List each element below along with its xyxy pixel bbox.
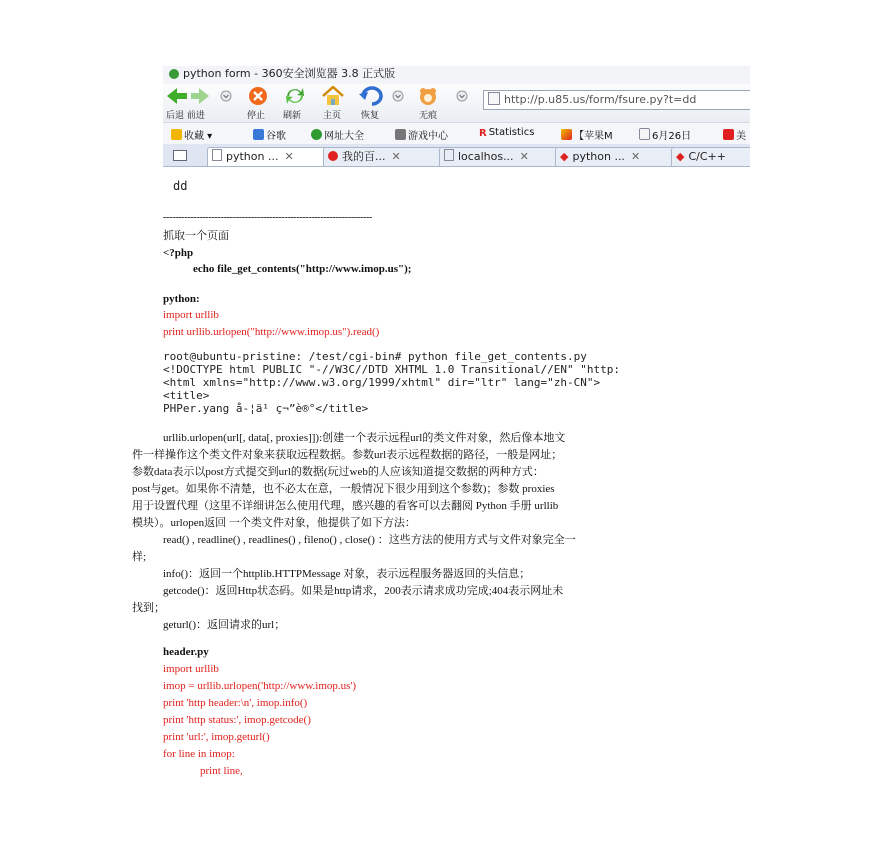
terminal-line: <title> bbox=[163, 389, 210, 402]
terminal-output bbox=[163, 345, 763, 417]
refresh-icon[interactable] bbox=[283, 86, 307, 106]
tab-label: python ... bbox=[572, 150, 625, 163]
para-line: 找到； bbox=[132, 602, 165, 614]
tab-label: 我的百... bbox=[342, 150, 386, 163]
favorite-apple-label: 【苹果M bbox=[574, 131, 613, 142]
code-line: print 'url:', imop.geturl() bbox=[163, 731, 270, 743]
favorite-hao-label: 网址大全 bbox=[324, 131, 364, 142]
address-bar[interactable] bbox=[483, 90, 750, 110]
terminal-line: <!DOCTYPE html PUBLIC "-//W3C//DTD XHTML 1.0 Transitional//EN" "http: bbox=[163, 363, 620, 376]
tab-localhost[interactable] bbox=[439, 147, 561, 166]
back-forward-label: 后退 前进 bbox=[166, 111, 205, 121]
favorite-statistics-label: Statistics bbox=[488, 127, 535, 138]
favorite-more-label: 美 bbox=[736, 131, 746, 142]
csdn-icon: ◆ bbox=[676, 150, 685, 163]
restore-label: 恢复 bbox=[361, 111, 380, 121]
separator-line: --------------------------------------------------------------------- bbox=[163, 212, 373, 223]
favorites-menu[interactable]: 收藏 ▾ bbox=[171, 127, 212, 142]
tab-menu-icon[interactable] bbox=[173, 150, 187, 161]
tab-python-2[interactable] bbox=[555, 147, 677, 166]
para-line: 参数data表示以post方式提交到url的数据(玩过web的人应该知道提交数据的两种方式： bbox=[132, 466, 544, 478]
tab-bar bbox=[163, 144, 750, 167]
favorite-google[interactable] bbox=[253, 127, 286, 142]
para-line: urllib.urlopen(url[, data[, proxies]]):创建一个表示远程url的类文件对象，然后像本地文 bbox=[163, 432, 566, 444]
browser-toolbar bbox=[163, 84, 750, 122]
code-line: print 'http header:\n', imop.info() bbox=[163, 697, 308, 709]
favorite-google-label: 谷歌 bbox=[266, 131, 286, 142]
para-line: 件一样操作这个类文件对象来获取远程数据。参数url表示远程数据的路径，一般是网址； bbox=[132, 449, 563, 461]
home-label: 主页 bbox=[323, 111, 342, 121]
page-icon bbox=[212, 149, 222, 161]
page-icon bbox=[444, 149, 454, 161]
para-line: geturl()：返回请求的url； bbox=[163, 619, 286, 631]
browser-screenshot bbox=[163, 66, 750, 206]
incognito-dropdown-icon[interactable] bbox=[455, 86, 469, 106]
header-py-label: header.py bbox=[163, 646, 209, 658]
terminal-line: PHPer.yang å-¦ä¹ ç¬”è®°</title> bbox=[163, 402, 369, 415]
favorites-bar bbox=[163, 122, 750, 145]
baidu-icon bbox=[328, 151, 338, 161]
incognito-label: 无痕 bbox=[419, 111, 438, 121]
weibo-icon bbox=[723, 129, 734, 140]
home-icon[interactable] bbox=[321, 86, 345, 106]
tab-python-1[interactable] bbox=[207, 147, 329, 166]
favorite-hao[interactable] bbox=[311, 127, 364, 142]
terminal-line: <html xmlns="http://www.w3.org/1999/xhtml" dir="ltr" lang="zh-CN"> bbox=[163, 376, 601, 389]
address-text: http://p.u85.us/form/fsure.py?t=dd bbox=[504, 93, 697, 106]
close-tab-icon[interactable]: ✕ bbox=[391, 150, 401, 163]
favorites-label: 收藏 bbox=[184, 131, 204, 142]
para-line: post与get。如果你不清楚，也不必太在意，一般情况下很少用到这个参数)；参数 proxies bbox=[132, 483, 555, 495]
close-tab-icon[interactable]: ✕ bbox=[284, 150, 294, 163]
grab-page-heading: 抓取一个页面 bbox=[163, 230, 229, 242]
para-line: read() , readline() , readlines() , fileno() , close() ：这些方法的使用方式与文件对象完全一 bbox=[163, 534, 576, 546]
code-line: imop = urllib.urlopen('http://www.imop.us') bbox=[163, 680, 357, 692]
statistics-icon: R bbox=[479, 128, 487, 139]
browser-logo-icon bbox=[169, 69, 179, 79]
para-line: info()：返回一个httplib.HTTPMessage 对象，表示远程服务器返回的头信息； bbox=[163, 568, 531, 580]
tab-cpp[interactable] bbox=[671, 147, 750, 166]
browser-content bbox=[163, 167, 750, 206]
google-icon bbox=[253, 129, 264, 140]
tab-label: C/C++ bbox=[688, 150, 726, 163]
favorite-games-label: 游戏中心 bbox=[408, 131, 448, 142]
browser-title-bar bbox=[163, 66, 750, 84]
globe-icon bbox=[311, 129, 322, 140]
code-line: print 'http status:', imop.getcode() bbox=[163, 714, 311, 726]
code-line: print line, bbox=[200, 765, 243, 777]
favorite-date[interactable] bbox=[639, 127, 691, 142]
para-line: 用于设置代理（这里不详细讲怎么使用代理，感兴趣的看客可以去翻阅 Python 手册 urllib bbox=[132, 500, 559, 512]
page-icon bbox=[639, 128, 650, 140]
restore-icon[interactable] bbox=[359, 86, 385, 106]
terminal-line: root@ubuntu-pristine: /test/cgi-bin# python file_get_contents.py bbox=[163, 350, 587, 363]
browser-title: python form - 360安全浏览器 3.8 正式版 bbox=[183, 67, 396, 80]
page-output-text: dd bbox=[173, 179, 188, 193]
python-label: python: bbox=[163, 293, 200, 305]
csdn-icon: ◆ bbox=[560, 150, 569, 163]
php-echo-line: echo file_get_contents("http://www.imop.us"); bbox=[193, 263, 412, 275]
history-dropdown-icon[interactable] bbox=[219, 86, 233, 106]
favorite-apple[interactable] bbox=[561, 127, 613, 142]
stop-icon[interactable] bbox=[247, 86, 269, 106]
code-print: print urllib.urlopen("http://www.imop.us").read() bbox=[163, 326, 380, 338]
favorite-games[interactable] bbox=[395, 127, 448, 142]
chart-icon bbox=[561, 129, 572, 140]
refresh-label: 刷新 bbox=[283, 111, 302, 121]
para-line: getcode()：返回Http状态码。如果是http请求，200表示请求成功完成;404表示网址未 bbox=[163, 585, 564, 597]
tab-label: localhos... bbox=[458, 150, 514, 163]
restore-dropdown-icon[interactable] bbox=[391, 86, 405, 106]
favorite-more[interactable] bbox=[723, 127, 746, 142]
close-tab-icon[interactable]: ✕ bbox=[630, 150, 641, 163]
para-line: 样; bbox=[132, 551, 147, 563]
code-import: import urllib bbox=[163, 309, 219, 321]
code-line: for line in imop: bbox=[163, 748, 235, 760]
star-icon bbox=[171, 129, 182, 140]
incognito-icon[interactable] bbox=[417, 86, 439, 106]
tab-baidu[interactable] bbox=[323, 147, 445, 166]
stop-label: 停止 bbox=[247, 111, 266, 121]
close-tab-icon[interactable]: ✕ bbox=[519, 150, 529, 163]
favorite-statistics[interactable] bbox=[479, 127, 534, 139]
page-icon bbox=[488, 92, 500, 105]
code-line: import urllib bbox=[163, 663, 219, 675]
php-open-tag: <?php bbox=[163, 247, 194, 259]
favorite-date-label: 6月26日 bbox=[652, 131, 692, 142]
games-icon bbox=[395, 129, 406, 140]
tab-label: python ... bbox=[226, 150, 279, 163]
back-forward-icon[interactable] bbox=[165, 86, 213, 106]
para-line: 模块）。urlopen返回 一个类文件对象，他提供了如下方法： bbox=[132, 517, 416, 529]
